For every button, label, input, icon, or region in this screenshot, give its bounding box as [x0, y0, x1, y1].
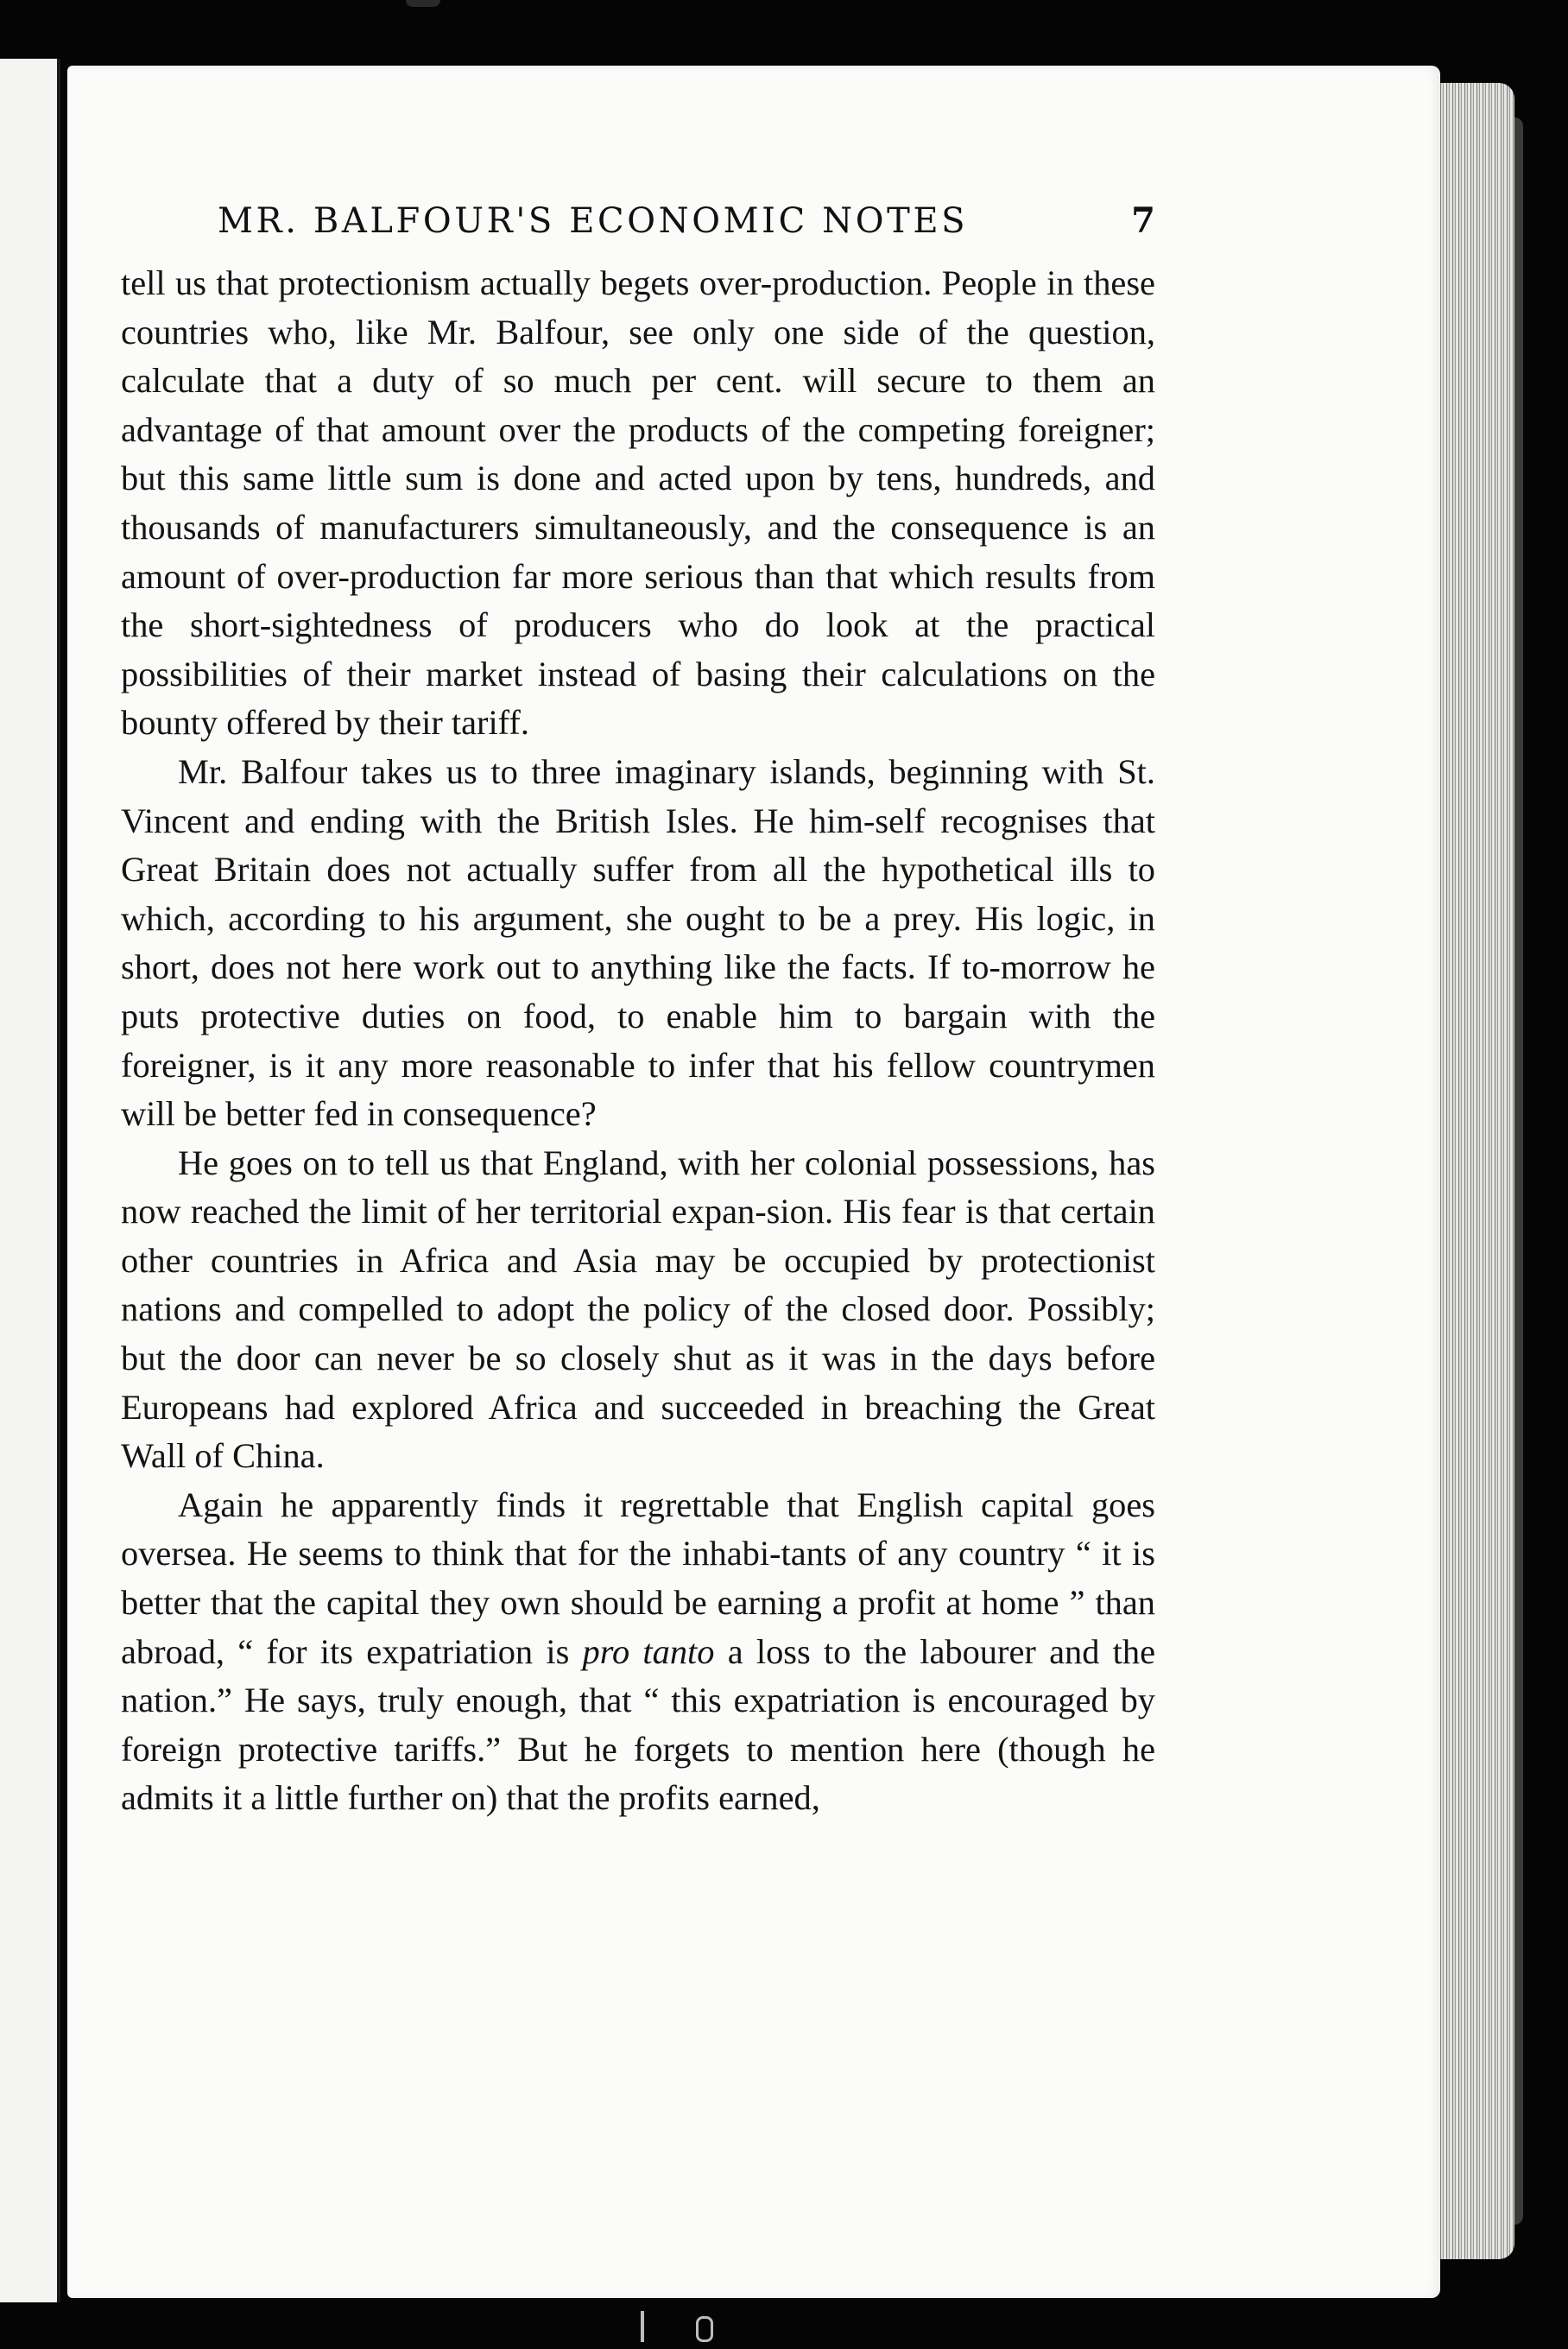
scan-artifact-top [406, 0, 440, 7]
running-head: MR. BALFOUR'S ECONOMIC NOTES [218, 201, 969, 241]
paragraph-4-italic: pro tanto [582, 1631, 715, 1671]
paragraph-4-part-a: Again he apparently finds it regrettable that English capital goes oversea. He seems to think that for the inhabi-tants of any country “ it is better that the capital they own should be earning a profit at home ” than abroad, “ for its expatriation is [121, 1485, 1155, 1671]
paragraph-3: He goes on to tell us that England, with her colonial possessions, has now reached the limit of her territorial expan-sion. His fear is that certain other countries in Africa and Asia may be occupied by protectionist nations and compelled to adopt the policy of the closed door. Possibly; but the door can never be so closely shut as it was in the days before Europeans had explored Africa and succeeded in breaching the Great Wall of China. [121, 1143, 1155, 1476]
page-number: 7 [1131, 200, 1155, 241]
scan-artifact-bottom [641, 2311, 644, 2342]
body-text [121, 259, 1155, 1823]
adjacent-page-edge [0, 59, 60, 2302]
paragraph-1: tell us that protectionism actually begets over-production. People in these countries who, like Mr. Balfour, see only one side of the question, calculate that a duty of so much per cent. will secure to them an advantage of that amount over the products of the competing foreigner; but this same little sum is done and acted upon by tens, hundreds, and thousands of manufacturers simultaneously, and the consequence is an amount of over-production far more serious than that which results from the short-sightedness of producers who do look at the practical possibilities of their market instead of basing their calculations on the bounty offered by their tariff. [121, 263, 1155, 743]
paragraph-4-part-b: a loss to the labourer and the nation.” He says, truly enough, that “ this expatriation is encouraged by foreign protective tariffs.” But he forgets to mention here (though he admits it a little further on) that the profits earned, [121, 1631, 1155, 1818]
paragraph-4 [121, 1481, 1155, 1823]
paragraph-2: Mr. Balfour takes us to three imaginary islands, beginning with St. Vincent and ending with the British Isles. He him-self recognises that Great Britain does not actually suffer from all the hypothetical ills to which, according to his argument, she ought to be a prey. His logic, in short, does not here work out to anything like the facts. If to-morrow he puts protective duties on food, to enable him to bargain with the foreigner, is it any more reasonable to infer that his fellow countrymen will be better fed in consequence? [121, 751, 1155, 1134]
page-stack-edge [1435, 83, 1514, 2259]
scan-artifact-bottom-ring [696, 2316, 713, 2342]
page-header [218, 195, 1155, 247]
